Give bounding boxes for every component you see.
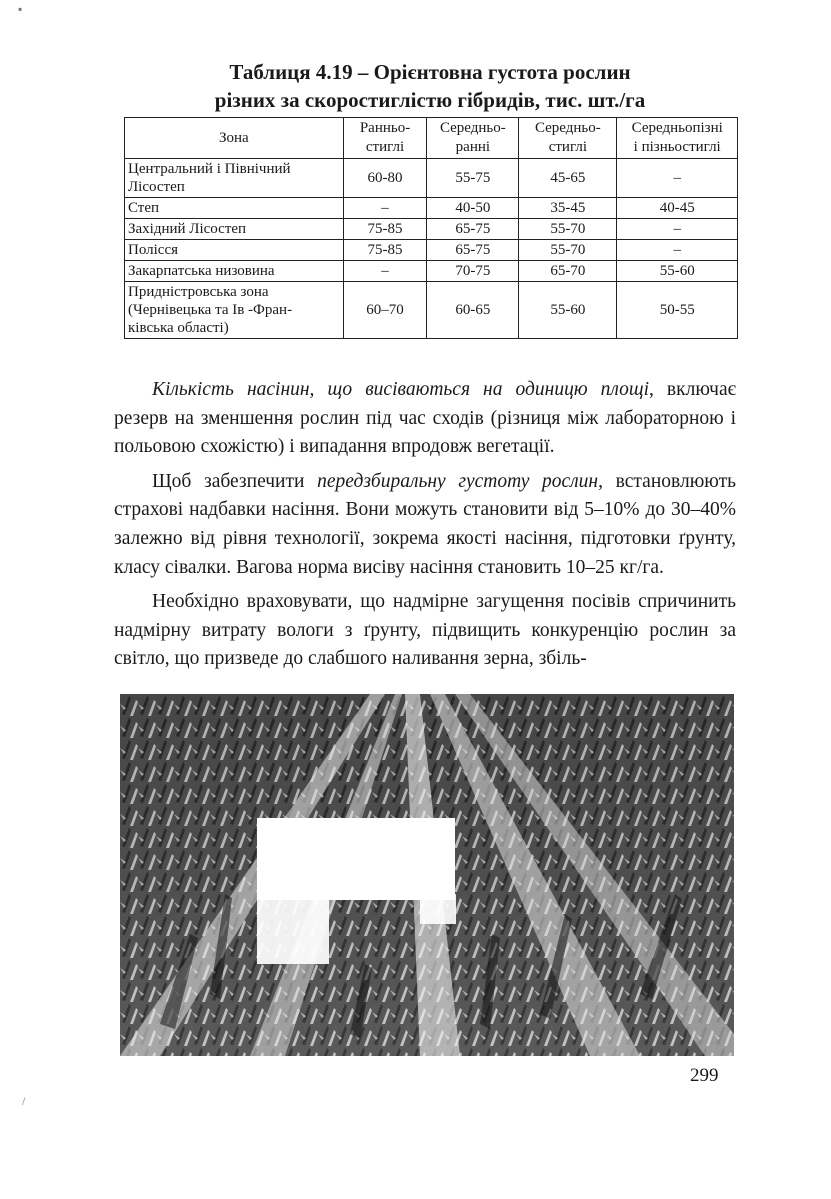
paragraph-2 [114,468,736,582]
cell-early: 75-85 [343,240,427,261]
cell-zone: Західний Лісостеп [125,219,344,240]
cell-mid: 45-65 [519,159,617,198]
cell-mid-late: 55-60 [617,261,738,282]
cell-mid: 55-70 [519,219,617,240]
zone-line-2: (Чернівецька та Ів -Фран- [128,302,293,318]
zone-line-1: Придністровська зона [128,284,269,300]
cell-mid-early: 40-50 [427,198,519,219]
cell-early: – [343,261,427,282]
cell-mid-early: 60-65 [427,282,519,339]
corn-field-image [120,694,734,1056]
table-header-row [125,118,738,159]
cell-mid: 55-70 [519,240,617,261]
paragraph-2-term: передзбиральну густоту рослин [317,470,599,492]
paragraph-2-text: , встановлюють страхові надбавки насіння. Вони можуть становити від 5–10% до 30–40% залежно від рівня технології, зокрема якості насіння, підготовки ґрунту, класу сівалки. Вагова норма висіву насіння становить 10–25 кг/га. [114,470,736,578]
paragraph-3: Необхідно враховувати, що надмірне загущення посівів спричинить надмірну витрату вологи з ґрунту, підвищить конкуренцію рослин за світло, що призведе до слабшого наливання зерна, збіль- [114,591,736,670]
photo-blank-area [257,818,455,900]
cell-mid-late: – [617,219,738,240]
header-mid-line-1: Середньо- [534,120,601,136]
table-row [125,282,738,339]
body-text [114,376,736,674]
cell-early: 60-80 [343,159,427,198]
table-row [125,261,738,282]
plant-density-table [124,117,738,339]
header-mid-late [617,118,738,159]
header-mid-late-line-2: і пізньостиглі [633,139,721,155]
table-row [125,159,738,198]
cell-mid-early: 65-75 [427,240,519,261]
cell-mid-late: 40-45 [617,198,738,219]
header-mid-early [427,118,519,159]
paragraph-2-start: Щоб забезпечити [152,470,318,492]
cell-zone: Степ [125,198,344,219]
header-early [343,118,427,159]
table-row [125,198,738,219]
scan-mark-top: ▪ [18,2,23,16]
cell-zone: Закарпатська низовина [125,261,344,282]
cell-mid: 55-60 [519,282,617,339]
cell-mid-late: – [617,159,738,198]
cell-early: 60–70 [343,282,427,339]
table-caption-line-2: різних за скоростиглістю гібридів, тис. шт./га [214,88,646,112]
cell-mid-early: 65-75 [427,219,519,240]
zone-line-1: Центральний і Північний [128,161,291,177]
cell-mid: 35-45 [519,198,617,219]
zone-line-2: Лісостеп [128,179,185,195]
cell-mid-early: 55-75 [427,159,519,198]
cell-early: 75-85 [343,219,427,240]
table-row [125,219,738,240]
cell-zone [125,282,344,339]
table-caption-line-1: Таблиця 4.19 – Орієнтовна густота рослин [229,60,631,84]
cell-early: – [343,198,427,219]
header-mid [519,118,617,159]
cell-mid-late: 50-55 [617,282,738,339]
header-early-line-2: стиглі [365,139,405,155]
header-mid-early-line-2: ранні [455,139,491,155]
page-number: 299 [690,1065,719,1086]
corn-field-photo [120,694,734,1056]
cell-mid-early: 70-75 [427,261,519,282]
table-caption [120,58,740,114]
paragraph-1 [114,376,736,462]
paragraph-1-text: , включає резерв на зменшення рослин під час сходів (різниця між лабораторною і польовою схожістю) і випадання впродовж вегетації. [114,379,736,458]
cell-mid-late: – [617,240,738,261]
scan-mark-bottom: / [22,1094,26,1108]
header-zone-label: Зона [218,129,249,146]
header-early-line-1: Ранньо- [359,120,411,136]
header-mid-late-line-1: Середньопізні [631,120,723,136]
header-mid-line-2: стиглі [548,139,588,155]
header-mid-early-line-1: Середньо- [439,120,506,136]
header-zone [125,118,344,159]
zone-line-3: ківська області) [128,320,229,336]
paragraph-1-term: Кількість насінин, що висіваються на одиницю площі [152,379,649,400]
cell-mid: 65-70 [519,261,617,282]
cell-zone [125,159,344,198]
cell-zone: Полісся [125,240,344,261]
table-row [125,240,738,261]
